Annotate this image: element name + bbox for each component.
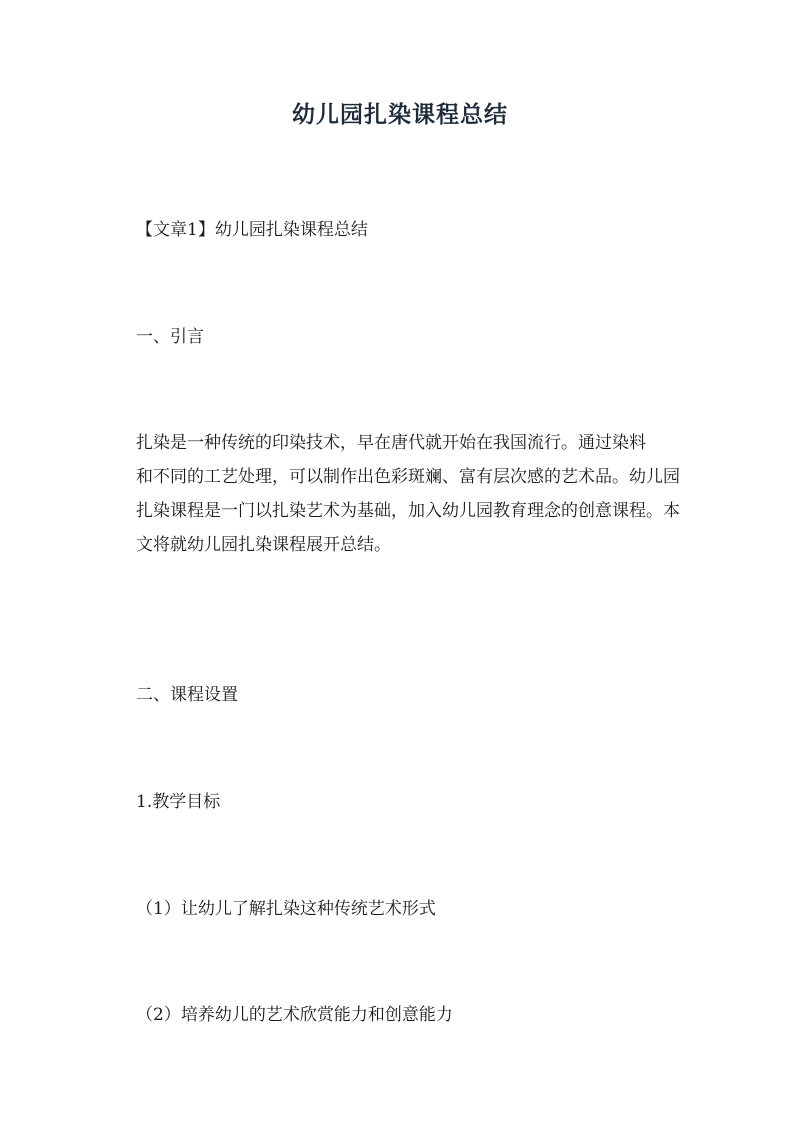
intro-line: 和不同的工艺处理，可以制作出色彩斑斓、富有层次感的艺术品。幼儿园	[136, 467, 680, 487]
intro-line: 扎染课程是一门以扎染艺术为基础，加入幼儿园教育理念的创意课程。本	[136, 501, 680, 521]
intro-line: 文将就幼儿园扎染课程展开总结。	[136, 535, 391, 555]
teaching-goal-item: （1）让幼儿了解扎染这种传统艺术形式	[136, 899, 436, 919]
section-heading-course-setup: 二、课程设置	[136, 685, 238, 705]
subsection-heading-teaching-goals: 1.教学目标	[136, 792, 221, 812]
article-heading: 【文章1】幼儿园扎染课程总结	[136, 220, 368, 240]
intro-paragraph	[136, 426, 680, 562]
document-title: 幼儿园扎染课程总结	[292, 101, 508, 128]
intro-line: 扎染是一种传统的印染技术，早在唐代就开始在我国流行。通过染料	[136, 433, 646, 453]
section-heading-intro: 一、引言	[136, 327, 204, 347]
teaching-goal-item: （2）培养幼儿的艺术欣赏能力和创意能力	[136, 1005, 453, 1025]
